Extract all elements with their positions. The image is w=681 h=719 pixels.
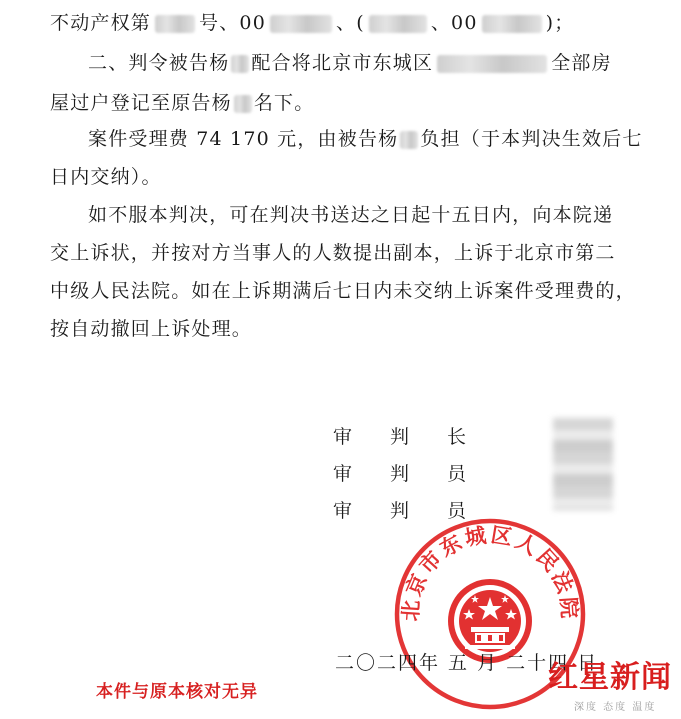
text-segment: 名下。 <box>253 92 315 114</box>
text-line-4 <box>88 124 643 151</box>
judge-title: 审判员 <box>333 500 505 522</box>
redaction-block <box>155 15 195 33</box>
redaction-block <box>369 15 427 33</box>
text-line-8: 中级人民法院。如在上诉期满后七日内未交纳上诉案件受理费的， <box>50 280 636 302</box>
text-segment: 号、00 <box>199 12 266 34</box>
text-line-5: 日内交纳）。 <box>50 166 162 188</box>
text-segment: 屋过户登记至原告杨 <box>50 92 232 114</box>
judge-title: 审判员 <box>333 463 505 485</box>
text-segment: 全部房 <box>551 52 612 74</box>
text-line-1 <box>50 8 574 35</box>
text-line-2 <box>88 48 612 75</box>
hongxing-news-logo <box>548 652 678 712</box>
judgment-date: 二〇二四年 五 月 二十四 日 <box>335 652 599 674</box>
text-segment: 不动产权第 <box>50 12 152 34</box>
redaction-block <box>234 95 252 113</box>
redacted-judge-names <box>553 418 613 510</box>
text-segment: )； <box>545 12 575 34</box>
seal-text: 北京市东城区人民法院 <box>397 521 583 622</box>
redaction-block <box>400 131 418 149</box>
redaction-block <box>231 55 249 73</box>
text-line-9: 按自动撤回上诉处理。 <box>50 318 253 340</box>
text-line-3 <box>50 88 314 115</box>
text-segment: 配合将北京市东城区 <box>251 52 434 74</box>
redaction-block <box>270 15 332 33</box>
verification-note: 本件与原本核对无异 <box>96 682 258 702</box>
redaction-block <box>482 15 542 33</box>
redaction-block <box>437 55 547 73</box>
logo-title: 红星新闻 <box>548 660 672 695</box>
text-segment: 二、判令被告杨 <box>88 52 230 74</box>
text-segment: 负担（于本判决生效后七 <box>420 128 643 150</box>
text-line-7: 交上诉状，并按对方当事人的人数提出副本，上诉于北京市第二 <box>50 242 616 264</box>
text-segment: 、00 <box>430 12 478 34</box>
text-segment: 、( <box>336 12 365 34</box>
judge-title-chief: 审判长 <box>333 426 505 448</box>
logo-slogan: 深度 态度 温度 <box>574 702 657 713</box>
text-segment: 案件受理费 74 170 元，由被告杨 <box>88 128 399 150</box>
text-line-6: 如不服本判决，可在判决书送达之日起十五日内，向本院递 <box>88 204 614 226</box>
